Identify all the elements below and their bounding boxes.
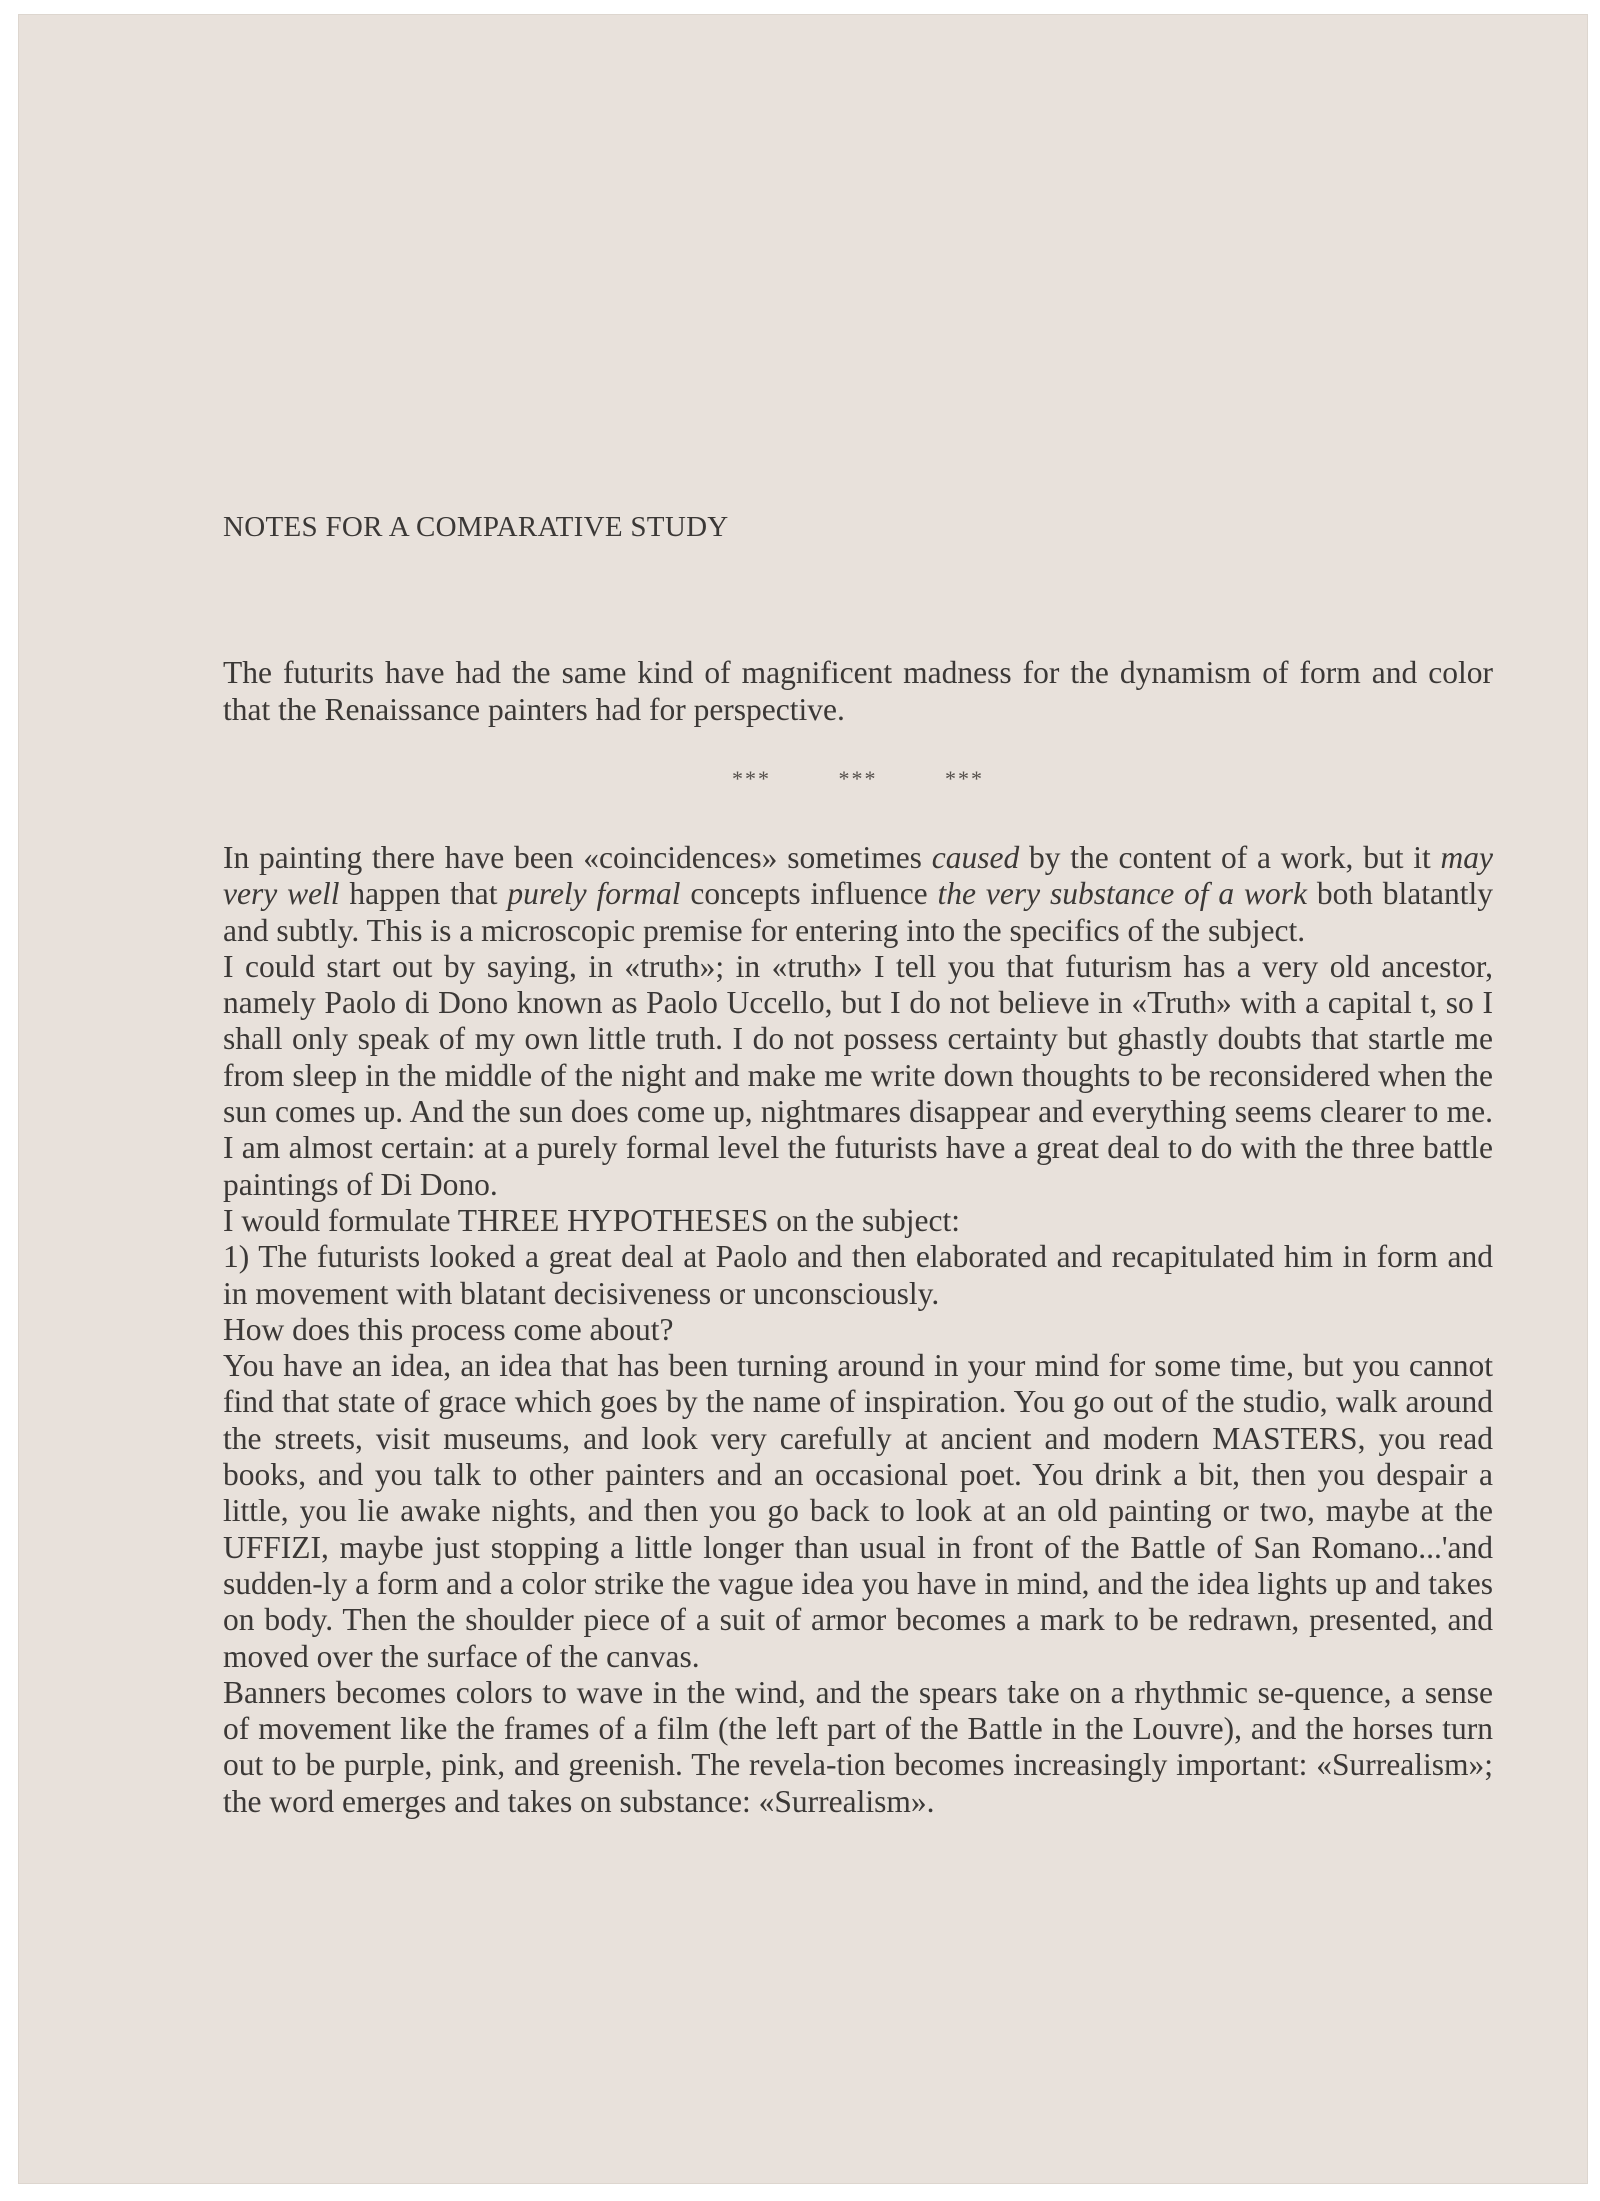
- separator-mark: ***: [945, 766, 984, 791]
- paragraph-hypothesis-1: 1) The futurists looked a great deal at Paolo and then elaborated and recapitulated him in form and in movement with blatant decisiveness or unconsciously.: [223, 1239, 1493, 1311]
- separator-mark: ***: [732, 766, 771, 791]
- text-segment: by the content of a work, but it: [1019, 840, 1441, 875]
- italic-segment: the very substance of a work: [937, 876, 1308, 912]
- paragraph-coincidences: [223, 840, 1493, 949]
- paragraph-banners: Banners becomes colors to wave in the wind, and the spears take on a rhythmic se-quence, a sense of movement like the frames of a film (the left part of the Battle in the Louvre), and the horses turn out to be purple, pink, and greenish. The revela-tion becomes increasingly important: «Surrealism»; the word emerges and takes on substance: «Surrealism».: [223, 1674, 1493, 1819]
- paragraph-question: How does this process come about?: [223, 1311, 674, 1347]
- italic-segment: purely formal: [507, 876, 681, 912]
- intro-paragraph: The futurits have had the same kind of magnificent madness for the dynamism of form and color that the Renaissance painters had for perspective.: [223, 655, 1493, 727]
- document-title: NOTES FOR A COMPARATIVE STUDY: [223, 511, 729, 543]
- text-segment: In painting there have been «coincidences» sometimes: [223, 840, 932, 875]
- paper-sheet: [18, 14, 1588, 2184]
- separator-mark: ***: [838, 766, 878, 791]
- text-segment: both blatantly and subtly. This is a microscopic premise for entering into the specifics of the subject.: [223, 876, 1493, 948]
- paragraph-process: You have an idea, an idea that has been turning around in your mind for some time, but you cannot find that state of grace which goes by the name of inspiration. You go out of the studio, walk around the streets, visit museums, and look very carefully at ancient and modern MASTERS, you read books, and you talk to other painters and an occasional poet. You drink a bit, then you despair a little, you lie awake nights, and then you go back to look at an old painting or two, maybe at the UFFIZI, maybe just stopping a little longer than usual in front of the Battle of San Romano...'and sudden-ly a form and a color strike the vague idea you have in mind, and the idea lights up and takes on body. Then the shoulder piece of a suit of armor becomes a mark to be redrawn, presented, and moved over the surface of the canvas.: [223, 1348, 1493, 1674]
- section-separator: [223, 766, 1493, 792]
- text-segment: happen that: [339, 876, 508, 912]
- italic-segment: may very well: [223, 840, 1493, 912]
- paragraph-truth: I could start out by saying, in «truth»; in «truth» I tell you that futurism has a very old ancestor, namely Paolo di Dono known as Paolo Uccello, but I do not believe in «Truth» with a capital t, so I shall only speak of my own little truth. I do not possess certainty but ghastly doubts that startle me from sleep in the middle of the night and make me write down thoughts to be reconsidered when the sun comes up. And the sun does come up, nightmares disappear and everything seems clearer to me. I am almost certain: at a purely formal level the futurists have a great deal to do with the three battle paintings of Di Dono.: [223, 948, 1493, 1202]
- paragraph-hypotheses-intro: I would formulate THREE HYPOTHESES on the subject:: [223, 1202, 960, 1238]
- italic-segment: caused: [931, 840, 1020, 875]
- text-segment: concepts influence: [680, 876, 938, 912]
- body-text: [223, 840, 1493, 1820]
